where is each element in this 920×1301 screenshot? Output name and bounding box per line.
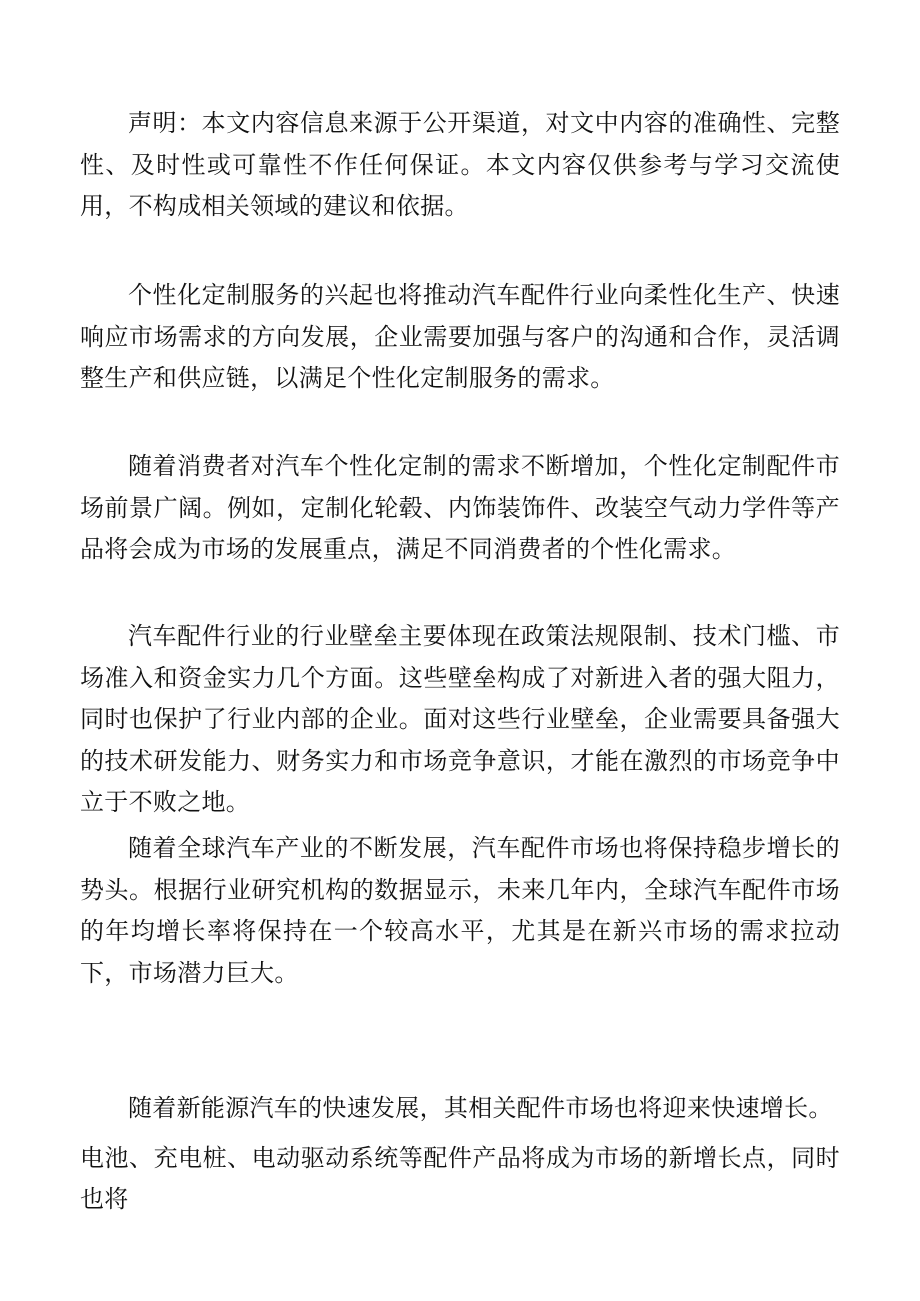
body-paragraph [80, 1088, 840, 1221]
paragraph-line: 电池、充电桩、电动驱动系统等配件产品将成为市场的新增长点，同时也将 [80, 1143, 840, 1213]
body-paragraph: 个性化定制服务的兴起也将推动汽车配件行业向柔性化生产、快速响应市场需求的方向发展，企业需要加强与客户的沟通和合作，灵活调整生产和供应链，以满足个性化定制服务的需求。 [80, 281, 840, 392]
disclaimer-paragraph: 声明：本文内容信息来源于公开渠道，对文中内容的准确性、完整性、及时性或可靠性不作任何保证。本文内容仅供参考与学习交流使用，不构成相关领域的建议和依据。 [80, 109, 840, 220]
body-paragraph: 汽车配件行业的行业壁垒主要体现在政策法规限制、技术门槛、市场准入和资金实力几个方面。这些壁垒构成了对新进入者的强大阻力，同时也保护了行业内部的企业。面对这些行业壁垒，企业需要具备强大的技术研发能力、财务实力和市场竞争意识，才能在激烈的市场竞争中立于不败之地。 [80, 622, 840, 816]
paragraph-line: 随着新能源汽车的快速发展，其相关配件市场也将迎来快速增长。 [128, 1094, 833, 1122]
body-paragraph: 随着消费者对汽车个性化定制的需求不断增加，个性化定制配件市场前景广阔。例如，定制化轮毂、内饰装饰件、改装空气动力学件等产品将会成为市场的发展重点，满足不同消费者的个性化需求。 [80, 452, 840, 563]
body-paragraph: 随着全球汽车产业的不断发展，汽车配件市场也将保持稳步增长的势头。根据行业研究机构的数据显示，未来几年内，全球汽车配件市场的年均增长率将保持在一个较高水平，尤其是在新兴市场的需求拉动下，市场潜力巨大。 [80, 834, 840, 987]
